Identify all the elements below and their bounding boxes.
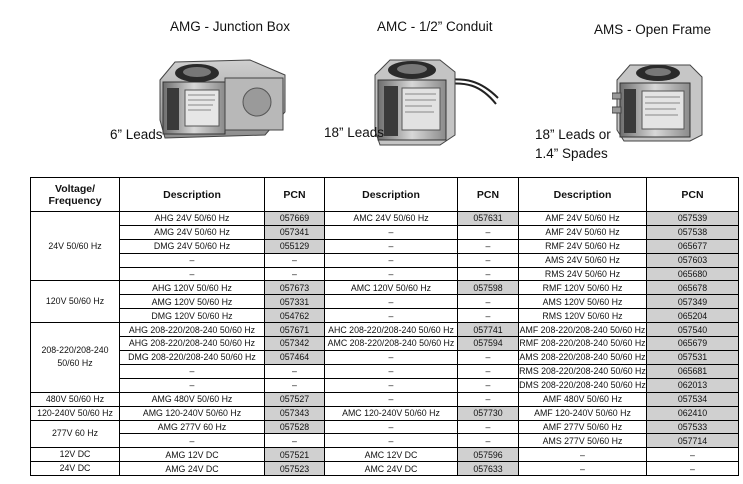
ams-description-cell: RMS 208-220/208-240 50/60 Hz bbox=[519, 366, 646, 377]
ams-description-cell: – bbox=[519, 448, 647, 462]
amc-pcn-cell: – bbox=[458, 253, 519, 267]
table-row bbox=[31, 434, 739, 448]
amc-pcn-cell: – bbox=[458, 295, 519, 309]
table-row bbox=[31, 337, 739, 351]
amc-pcn-cell: – bbox=[458, 225, 519, 239]
amc-description-cell: – bbox=[325, 364, 458, 378]
amc-description-cell: – bbox=[325, 420, 458, 434]
amc-description-cell: – bbox=[325, 239, 458, 253]
amc-description-cell: AMC 120-240V 50/60 Hz bbox=[325, 406, 458, 420]
ams-pcn-cell: – bbox=[647, 462, 739, 476]
amg-description-cell: AMG 120V 50/60 Hz bbox=[120, 295, 265, 309]
voltage-frequency-cell: 24V DC bbox=[31, 462, 120, 476]
amg-description-cell: AHG 208-220/208-240 50/60 Hz bbox=[120, 323, 265, 337]
ams-pcn-cell: 057539 bbox=[647, 212, 739, 226]
amc-description-cell: AMC 24V 50/60 Hz bbox=[325, 212, 458, 226]
ams-pcn-cell: 065677 bbox=[647, 239, 739, 253]
amc-pcn-cell: 057596 bbox=[458, 448, 519, 462]
table-row bbox=[31, 448, 739, 462]
amg-pcn-cell: 057669 bbox=[265, 212, 325, 226]
amg-pcn-cell: 057343 bbox=[265, 406, 325, 420]
voltage-frequency-cell: 277V 60 Hz bbox=[31, 420, 120, 448]
ams-coil-image bbox=[612, 55, 707, 143]
voltage-frequency-header: Voltage/ Frequency bbox=[31, 178, 120, 212]
amg-pcn-cell: – bbox=[265, 267, 325, 281]
amc-coil-image bbox=[370, 50, 500, 148]
amg-description-cell: – bbox=[120, 253, 265, 267]
amc-pcn-cell: 057631 bbox=[458, 212, 519, 226]
amc-description-cell: – bbox=[325, 309, 458, 323]
table-body bbox=[31, 212, 739, 476]
amc-pcn-cell: 057741 bbox=[458, 323, 519, 337]
amg-description-cell: – bbox=[120, 267, 265, 281]
table-row bbox=[31, 239, 739, 253]
voltage-frequency-cell: 120V 50/60 Hz bbox=[31, 281, 120, 323]
table-header-row bbox=[31, 178, 739, 212]
amg-pcn-cell: 057527 bbox=[265, 392, 325, 406]
ams-description-cell: AMS 120V 50/60 Hz bbox=[519, 295, 647, 309]
ams-pcn-cell: 065204 bbox=[647, 309, 739, 323]
table-row bbox=[31, 323, 739, 337]
ams-description-cell: AMF 480V 50/60 Hz bbox=[519, 392, 647, 406]
ams-description-cell: RMF 208-220/208-240 50/60 Hz bbox=[519, 338, 646, 349]
ams-pcn-header: PCN bbox=[647, 178, 739, 212]
ams-pcn-cell: 057534 bbox=[647, 392, 739, 406]
amc-pcn-cell: – bbox=[458, 239, 519, 253]
amc-title: AMC - 1/2” Conduit bbox=[377, 19, 493, 34]
ams-description-header: Description bbox=[519, 178, 647, 212]
amg-pcn-cell: 057523 bbox=[265, 462, 325, 476]
table-row bbox=[31, 267, 739, 281]
ams-description-cell: RMS 24V 50/60 Hz bbox=[519, 267, 647, 281]
amg-pcn-cell: 057464 bbox=[265, 350, 325, 364]
amc-pcn-cell: – bbox=[458, 309, 519, 323]
ams-pcn-cell: 062410 bbox=[647, 406, 739, 420]
amg-pcn-cell: 057671 bbox=[265, 323, 325, 337]
amg-description-header: Description bbox=[120, 178, 265, 212]
amg-description-cell: AMG 12V DC bbox=[120, 448, 265, 462]
ams-pcn-cell: 057540 bbox=[647, 323, 739, 337]
ams-description-cell: AMS 24V 50/60 Hz bbox=[519, 253, 647, 267]
ams-title: AMS - Open Frame bbox=[594, 22, 712, 37]
table-row bbox=[31, 420, 739, 434]
amc-description-cell: AMC 120V 50/60 Hz bbox=[325, 281, 458, 295]
table-row bbox=[31, 406, 739, 420]
amc-description-cell: AMC 24V DC bbox=[325, 462, 458, 476]
amc-pcn-cell: 057594 bbox=[458, 337, 519, 351]
table-row bbox=[31, 309, 739, 323]
ams-description-cell: AMF 208-220/208-240 50/60 Hz bbox=[519, 324, 646, 335]
amg-pcn-cell: 057341 bbox=[265, 225, 325, 239]
ams-leads-label-line2: 1.4” Spades bbox=[535, 146, 608, 161]
table-row bbox=[31, 225, 739, 239]
ams-pcn-cell: – bbox=[647, 448, 739, 462]
ams-pcn-cell: 065681 bbox=[647, 364, 739, 378]
ams-pcn-cell: 065679 bbox=[647, 337, 739, 351]
amc-pcn-header: PCN bbox=[458, 178, 519, 212]
table-row bbox=[31, 350, 739, 364]
ams-pcn-cell: 065678 bbox=[647, 281, 739, 295]
amg-description-cell: – bbox=[120, 364, 265, 378]
amc-pcn-cell: – bbox=[458, 378, 519, 392]
amc-pcn-cell: – bbox=[458, 420, 519, 434]
amg-pcn-header: PCN bbox=[265, 178, 325, 212]
ams-pcn-cell: 057533 bbox=[647, 420, 739, 434]
ams-pcn-cell: 065680 bbox=[647, 267, 739, 281]
amg-leads-label: 6” Leads bbox=[110, 127, 163, 142]
amg-description-cell: AMG 120-240V 50/60 Hz bbox=[120, 406, 265, 420]
amc-description-cell: AMC 208-220/208-240 50/60 Hz bbox=[325, 337, 458, 351]
ams-description-cell: RMS 120V 50/60 Hz bbox=[519, 309, 647, 323]
ams-pcn-cell: 057538 bbox=[647, 225, 739, 239]
amg-pcn-cell: – bbox=[265, 364, 325, 378]
amc-description-cell: – bbox=[325, 378, 458, 392]
amg-description-cell: AMG 480V 50/60 Hz bbox=[120, 392, 265, 406]
ams-description-cell: AMF 277V 50/60 Hz bbox=[519, 420, 647, 434]
amc-pcn-cell: – bbox=[458, 392, 519, 406]
amg-pcn-cell: 054762 bbox=[265, 309, 325, 323]
coil-spec-table bbox=[30, 177, 739, 476]
amg-pcn-cell: – bbox=[265, 378, 325, 392]
amc-description-header: Description bbox=[325, 178, 458, 212]
amg-description-cell: AMG 24V 50/60 Hz bbox=[120, 225, 265, 239]
amg-description-cell: DMG 208-220/208-240 50/60 Hz bbox=[120, 350, 265, 364]
ams-description-cell: AMF 24V 50/60 Hz bbox=[519, 225, 647, 239]
amg-pcn-cell: 057673 bbox=[265, 281, 325, 295]
amg-description-cell: DMG 24V 50/60 Hz bbox=[120, 239, 265, 253]
amc-leads-label: 18” Leads bbox=[324, 125, 385, 140]
amg-description-cell: DMG 120V 50/60 Hz bbox=[120, 309, 265, 323]
ams-leads-label-line1: 18” Leads or bbox=[535, 127, 611, 142]
ams-pcn-cell: 057603 bbox=[647, 253, 739, 267]
ams-pcn-cell: 057714 bbox=[647, 434, 739, 448]
amc-description-cell: AHC 208-220/208-240 50/60 Hz bbox=[325, 323, 458, 337]
amg-description-cell: AHG 120V 50/60 Hz bbox=[120, 281, 265, 295]
amc-pcn-cell: 057598 bbox=[458, 281, 519, 295]
table-row bbox=[31, 281, 739, 295]
amc-description-cell: – bbox=[325, 225, 458, 239]
amg-description-cell: – bbox=[120, 434, 265, 448]
table-row bbox=[31, 364, 739, 378]
table-row bbox=[31, 212, 739, 226]
ams-description-cell: AMS 208-220/208-240 50/60 Hz bbox=[519, 352, 646, 363]
amc-description-cell: AMC 12V DC bbox=[325, 448, 458, 462]
amc-description-cell: – bbox=[325, 434, 458, 448]
amg-pcn-cell: 057521 bbox=[265, 448, 325, 462]
voltage-frequency-cell: 208-220/208-240 50/60 Hz bbox=[31, 323, 120, 392]
amc-pcn-cell: – bbox=[458, 267, 519, 281]
amc-description-cell: – bbox=[325, 295, 458, 309]
amg-pcn-cell: 055129 bbox=[265, 239, 325, 253]
table-row bbox=[31, 462, 739, 476]
amc-pcn-cell: 057633 bbox=[458, 462, 519, 476]
voltage-frequency-cell: 12V DC bbox=[31, 448, 120, 462]
amg-pcn-cell: 057331 bbox=[265, 295, 325, 309]
table-row bbox=[31, 378, 739, 392]
voltage-frequency-cell: 480V 50/60 Hz bbox=[31, 392, 120, 406]
ams-description-cell: DMS 208-220/208-240 50/60 Hz bbox=[519, 380, 646, 391]
amg-pcn-cell: – bbox=[265, 253, 325, 267]
table-row bbox=[31, 392, 739, 406]
amg-description-cell: AHG 24V 50/60 Hz bbox=[120, 212, 265, 226]
amc-description-cell: – bbox=[325, 392, 458, 406]
ams-pcn-cell: 057531 bbox=[647, 350, 739, 364]
amg-description-cell: AHG 208-220/208-240 50/60 Hz bbox=[120, 337, 265, 351]
amg-pcn-cell: – bbox=[265, 434, 325, 448]
amg-title: AMG - Junction Box bbox=[170, 19, 291, 34]
amg-coil-image bbox=[155, 50, 290, 145]
amc-description-cell: – bbox=[325, 350, 458, 364]
amc-pcn-cell: – bbox=[458, 350, 519, 364]
voltage-frequency-cell: 120-240V 50/60 Hz bbox=[31, 406, 120, 420]
amc-pcn-cell: – bbox=[458, 364, 519, 378]
ams-pcn-cell: 062013 bbox=[647, 378, 739, 392]
amg-description-cell: AMG 24V DC bbox=[120, 462, 265, 476]
amc-description-cell: – bbox=[325, 267, 458, 281]
ams-description-cell: AMF 24V 50/60 Hz bbox=[519, 212, 647, 226]
ams-pcn-cell: 057349 bbox=[647, 295, 739, 309]
ams-description-cell: AMF 120-240V 50/60 Hz bbox=[519, 406, 647, 420]
table-row bbox=[31, 295, 739, 309]
amg-pcn-cell: 057342 bbox=[265, 337, 325, 351]
amg-description-cell: – bbox=[120, 378, 265, 392]
voltage-frequency-cell: 24V 50/60 Hz bbox=[31, 212, 120, 281]
ams-description-cell: RMF 24V 50/60 Hz bbox=[519, 239, 647, 253]
amg-pcn-cell: 057528 bbox=[265, 420, 325, 434]
amc-description-cell: – bbox=[325, 253, 458, 267]
amc-pcn-cell: 057730 bbox=[458, 406, 519, 420]
ams-description-cell: – bbox=[519, 462, 647, 476]
amg-description-cell: AMG 277V 60 Hz bbox=[120, 420, 265, 434]
table-row bbox=[31, 253, 739, 267]
ams-description-cell: RMF 120V 50/60 Hz bbox=[519, 281, 647, 295]
amc-pcn-cell: – bbox=[458, 434, 519, 448]
ams-description-cell: AMS 277V 50/60 Hz bbox=[519, 434, 647, 448]
